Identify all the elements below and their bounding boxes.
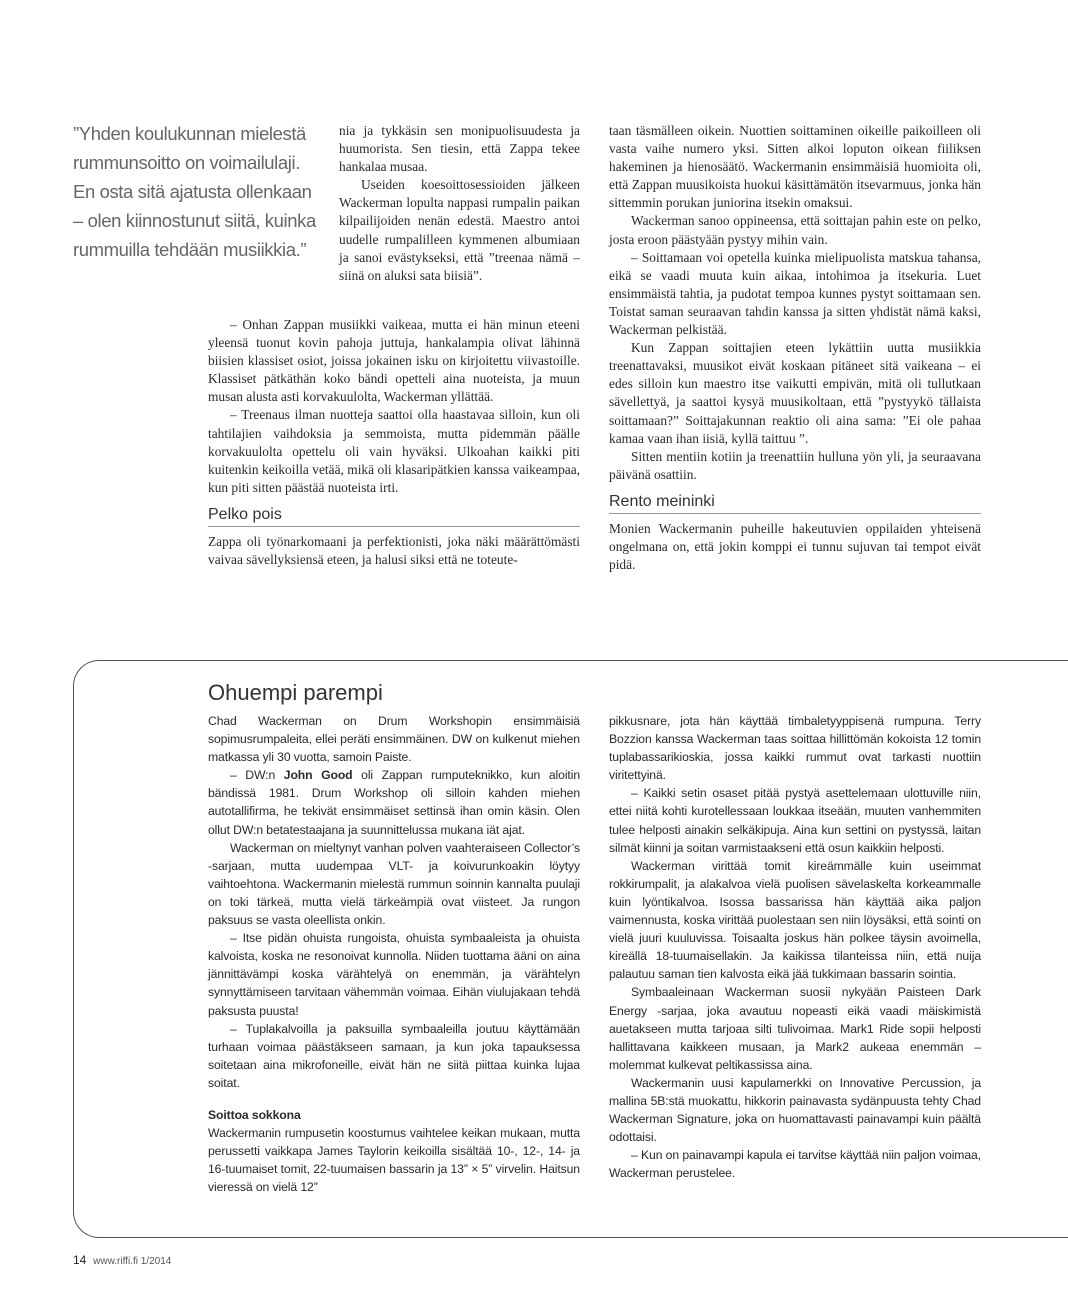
paragraph: – Soittamaan voi opetella kuinka mielipuolista matskua tahansa, eikä se vaadi muuta kuin aikaa, intohimoa ja itsekuria. Luet ensimmäistä tahtia, ja pudotat tempoa kunnes pystyt soittamaan sen. Toistat saman seuraavan tahdin kanssa ja sitten yhdistät nämä kaksi, Wackerman pelkistää. [609, 249, 981, 338]
paragraph: Zappa oli työnarkomaani ja perfektionisti, joka näki määrättömästi vaivaa sävellyksiensä eteen, ja halusi siksi että ne toteute- [208, 533, 580, 568]
paragraph: Wackerman sanoo oppineensa, että soittajan pahin este on pelko, josta eroon päästyään pystyy mihin vain. [609, 213, 981, 247]
paragraph: – DW:n John Good oli Zappan rumputeknikko, kun aloitin bändissä 1981. Drum Workshop oli silloin kahden miehen autotallifirma, he tekivät ensimmäiset settinsä ihan omin käsin. Olen ollut DW:n betatestaajana ja suunnittelussa mukana iät ajat. [208, 768, 580, 837]
paragraph: Wackermanin rumpusetin koostumus vaihtelee keikan mukaan, mutta perussetti vaikkapa James Taylorin keikoilla sisältää 10-, 12-, 14- ja 16-tuumaiset tomit, 22-tuumaisen bassarin ja 13” × 5” virvelin. Haitsun vieressä on vielä 12” [208, 1126, 580, 1195]
sidebar-column-right [609, 712, 981, 1182]
article-column-middle [208, 316, 580, 569]
paragraph: – Onhan Zappan musiikki vaikeaa, mutta ei hän minun eteeni yleensä tuonut kovin pahoja juttuja, hankalampia olivat lähinnä biisien klassiset osiot, joissa jokainen isku on kirjoitettu viivastoille. Klassiset pätkäthän koko bändi opetteli aina nuoteista, ja muun musan alusta asti korvakuulolta, Wackerman yllättää. [208, 317, 580, 405]
paragraph: pikkusnare, jota hän käyttää timbaletyyppisenä rumpuna. Terry Bozzion kanssa Wackerman taas soittaa hillittömän kokoista 12 tomin tuplabassarikioskia, jossa kaikki rummut ovat tarkasti nuottiin viritettyinä. [609, 714, 981, 783]
footer-text: www.riffi.fi 1/2014 [93, 1256, 172, 1267]
article-column-right [609, 122, 981, 574]
paragraph: Monien Wackermanin puheille hakeutuvien oppilaiden yhteisenä ongelmana on, että jokin komppi ei tunnu sujuvan tai tempot eivät pidä. [609, 520, 981, 573]
paragraph: – Treenaus ilman nuotteja saattoi olla haastavaa silloin, kun oli tahtilajien vaihdoksia ja semmoista, mutta pidemmän päälle korvakuulolta opettelu oli vain hyväksi. Ulkoahan kaikki piti kuitenkin keikoilla vetää, mikä oli klasaripätkien kanssa vaikeampaa, kun piti sitten päästää nuoteista irti. [208, 407, 580, 495]
paragraph: – Tuplakalvoilla ja paksuilla symbaaleilla joutuu käyttämään turhaan voimaa päästäkseen samaan, ja kun joka tapauksessa soitetaan aina mikrofoneille, eivät hän ne siitä piittaa kuinka lujaa soitat. [208, 1021, 580, 1090]
paragraph: – Itse pidän ohuista rungoista, ohuista symbaaleista ja ohuista kalvoista, koska ne resonoivat kunnolla. Niiden tuottama ääni on aina jännittävämpi koska värähtelyä on enemmän, ja värähtelyn synnyttämiseen tarvitaan vähemmän voimaa. Eihän viulujakaan tehdä paksusta puusta! [208, 931, 580, 1018]
paragraph: – Kaikki setin osaset pitää pystyä asettelemaan ulottuville niin, ettei niitä kohti kurotellessaan loukkaa itseään, muuten vanhemmiten tulee helposti ainakin selkäkipuja. Aina kun settini on pystyssä, laitan silmät kiinni ja soitan varmistaakseni että osun kaikkiin helposti. [609, 786, 981, 855]
section-heading: Rento meininki [609, 492, 981, 514]
sidebar-column-left [208, 712, 580, 1196]
paragraph: Wackermanin uusi kapulamerkki on Innovative Percussion, ja mallina 5B:stä muokattu, hikkorin painavasta sydänpuusta tehty Chad Wackerman Signature, joka on huomattavasti painavampi kuin päältä odottaisi. [609, 1075, 981, 1145]
paragraph: Useiden koesoittosessioiden jälkeen Wackerman lopulta nappasi rumpalin paikan kilpailijoiden nenän edestä. Maestro antoi uudelle rumpalilleen kymmenen albumiaan ja sanoi evästykseksi, että ”treenaa nämä – siinä on aluksi sata biisiä”. [339, 177, 580, 283]
paragraph: Wackerman virittää tomit kireämmälle kuin useimmat rokkirumpalit, ja alakalvoa vielä puolisen sävelaskelta korkeammalle kuin lyöntikalvoa. Isossa bassarissa hän käyttää aika paljon vaimennusta, koska virittää puolestaan sen niin löysäksi, että sointi on vielä juuri kuuluvissa. Toisaalta joskus hän polkee täysin avoimella, kireällä 18-tuumaisellakin. Ja kaikissa tilanteissa niin, että nuija palautuu saman tien kalvosta eikä jää tukkimaan bassarin sointia. [609, 858, 981, 982]
paragraph: Symbaaleinaan Wackerman suosii nykyään Paisteen Dark Energy -sarjaa, joka avautuu nopeasti eikä vaadi mäiskimistä auetakseen mutta tarjoaa silti tulivoimaa. Mark1 Ride sopii helposti hallittavana kaikkeen musaan, ja Mark2 aukeaa enemmän – molemmat kulkevat peltikassissa aina. [609, 985, 981, 1072]
paragraph: – Kun on painavampi kapula ei tarvitse käyttää niin paljon voimaa, Wackerman perustelee. [609, 1148, 981, 1181]
sidebar-box-title: Ohuempi parempi [208, 680, 383, 705]
paragraph: Sitten mentiin kotiin ja treenattiin hulluna yön yli, ja seuraavana päivänä osattiin. [609, 448, 981, 482]
article-column-middle-top [339, 122, 580, 285]
section-heading: Pelko pois [208, 505, 580, 527]
paragraph: nia ja tykkäsin sen monipuolisuudesta ja huumorista. Sen tiesin, että Zappa tekee hankalaa musaa. [339, 123, 580, 175]
paragraph: Wackerman on mieltynyt vanhan polven vaahteraiseen Collector’s -sarjaan, mutta uudempaa VLT- ja koivurunkoakin löytyy vaihtoehtona. Wackermanin mielestä rummun soinnin kannalta puulaji on toki tärkeä, mutta vielä tärkeämpiä ovat viisteet. Ja rungon paksuus se vasta oleellista onkin. [208, 840, 580, 928]
page-footer [73, 1253, 171, 1267]
page-number: 14 [73, 1253, 87, 1267]
pull-quote: ”Yhden koulukunnan mielestä rummunsoitto on voimailulaji. En osta sitä ajatusta ollenkaan – olen kiinnostunut siitä, kuinka rummuilla tehdään musiikkia.” [73, 123, 316, 260]
paragraph: taan täsmälleen oikein. Nuottien soittaminen oikeille paikoilleen oli vasta vaihe numero yksi. Sitten alkoi loputon oikean fiiliksen hakeminen ja hienosäätö. Wackermanin ensimmäisiä huomioita oli, että Zappan muusikoista huokui käsittämätön itsevarmuus, jonka hän sittemmin porukan juniorina itsekin omaksui. [609, 123, 981, 211]
sidebar-subheading: Soittoa sokkona [208, 1107, 301, 1122]
person-name: John Good [283, 768, 353, 783]
paragraph: Chad Wackerman on Drum Workshopin ensimmäisiä sopimusrumpaleita, ellei peräti ensimmäinen. DW on kulkenut miehen matkassa yli 30 vuotta, samoin Paiste. [208, 714, 580, 765]
paragraph: Kun Zappan soittajien eteen lykättiin uutta musiikkia treenattavaksi, muusikot eivät koskaan pitäneet sitä vaikeana – ei edes silloin kun maestro itse vaikutti empivän, mitä oli tullutkaan sävellettyä, ja saattoi kysyä muusikoltaan, että ”pystyykö tällaista soittamaan?” Soittajakunnan reaktio oli aina sama: ”Ei ole pahaa kamaa vaan ihan iisiä, kyllä taittuu ”. [609, 340, 981, 446]
